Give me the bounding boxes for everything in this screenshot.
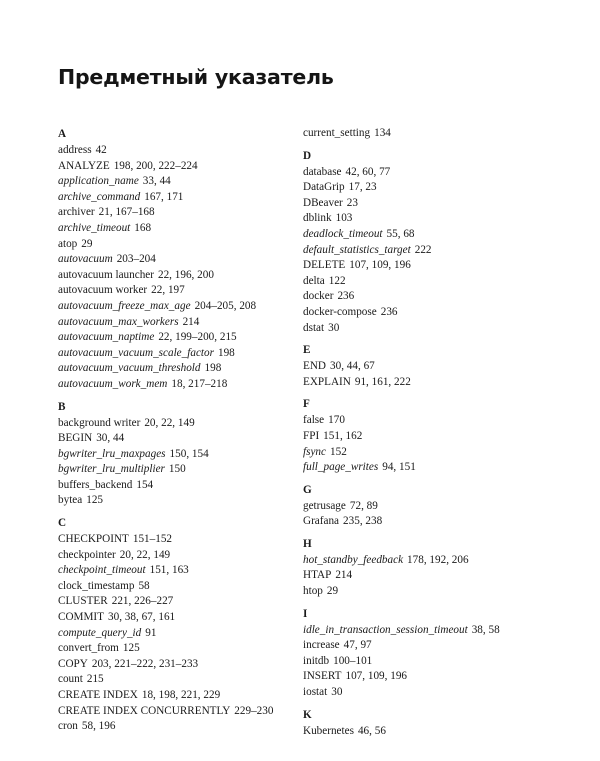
index-entry xyxy=(303,305,553,321)
index-page-refs: 168 xyxy=(134,221,152,234)
index-term: archive_command xyxy=(58,190,141,203)
index-entry xyxy=(58,610,288,626)
index-term: checkpoint_timeout xyxy=(58,564,146,577)
index-term: database xyxy=(303,165,342,178)
index-entry xyxy=(58,704,288,720)
index-entry xyxy=(58,563,288,579)
index-term: hot_standby_feedback xyxy=(303,553,404,566)
index-page-refs: 91 xyxy=(145,626,157,639)
index-term: full_page_writes xyxy=(303,461,379,474)
index-term: autovacuum_max_workers xyxy=(58,315,179,328)
index-letter-heading: H xyxy=(303,537,312,550)
index-letter-group xyxy=(58,399,288,510)
index-entry xyxy=(303,180,553,196)
index-page-refs: 151–152 xyxy=(132,533,173,546)
index-letter-group xyxy=(303,707,553,740)
index-term: HTAP xyxy=(303,569,332,582)
index-page-refs: 42, 60, 77 xyxy=(345,165,391,178)
index-page-refs: 20, 22, 149 xyxy=(119,548,171,561)
index-page-refs: 151, 162 xyxy=(323,429,363,442)
index-term: clock_timestamp xyxy=(58,579,135,592)
index-term: address xyxy=(58,144,92,156)
index-term: checkpointer xyxy=(58,548,116,561)
index-entry xyxy=(303,669,553,685)
index-page-refs: 214 xyxy=(335,569,353,582)
index-page-refs: 203, 221–222, 231–233 xyxy=(91,657,199,670)
index-entry xyxy=(58,330,288,346)
index-entry xyxy=(303,359,553,375)
index-entry xyxy=(303,196,553,212)
index-term: END xyxy=(303,360,326,373)
index-letter-group xyxy=(303,606,553,701)
index-page-refs: 30 xyxy=(328,321,340,334)
index-entry xyxy=(303,321,553,337)
index-term: CHECKPOINT xyxy=(58,533,129,546)
index-page-refs: 198 xyxy=(217,346,235,359)
index-page-refs: 229–230 xyxy=(234,704,274,717)
index-page-refs: 167, 171 xyxy=(144,190,184,203)
index-term: bgwriter_lru_maxpages xyxy=(58,447,166,460)
index-page-refs: 235, 238 xyxy=(343,515,383,528)
index-letter-heading: B xyxy=(58,400,66,413)
index-page-refs: 198 xyxy=(204,362,222,375)
index-entry xyxy=(303,654,553,670)
page-title: Предметный указатель xyxy=(58,65,334,89)
index-term: compute_query_id xyxy=(58,626,142,639)
index-letter-heading: K xyxy=(303,708,312,721)
index-entry xyxy=(303,165,553,181)
index-term: convert_from xyxy=(58,642,119,655)
index-page-refs: 55, 68 xyxy=(386,227,415,240)
index-term: docker-compose xyxy=(303,305,377,318)
index-page-refs: 122 xyxy=(328,274,346,287)
index-term: autovacuum xyxy=(58,253,113,266)
index-term: EXPLAIN xyxy=(303,375,351,388)
index-page-refs: 23 xyxy=(346,196,358,209)
index-page-refs: 38, 58 xyxy=(471,623,500,636)
index-entry xyxy=(58,174,288,190)
index-term: Grafana xyxy=(303,515,340,528)
index-entry xyxy=(58,431,288,447)
index-entry xyxy=(303,289,553,305)
index-entry xyxy=(303,274,553,290)
index-term: application_name xyxy=(58,175,139,188)
index-term: deadlock_timeout xyxy=(303,227,383,240)
index-term: DELETE xyxy=(303,259,346,272)
index-entry xyxy=(303,429,553,445)
index-page-refs: 134 xyxy=(374,127,391,139)
index-term: autovacuum launcher xyxy=(58,268,154,281)
index-entry xyxy=(58,361,288,377)
index-entry xyxy=(303,685,553,701)
index-term: CLUSTER xyxy=(58,595,108,608)
index-entry xyxy=(303,514,553,530)
index-term: count xyxy=(58,673,83,686)
index-term: BEGIN xyxy=(58,432,93,445)
index-term: INSERT xyxy=(303,670,342,683)
index-page-refs: 204–205, 208 xyxy=(194,299,257,312)
index-entry xyxy=(58,641,288,657)
index-entry xyxy=(303,460,553,476)
index-term: docker xyxy=(303,290,334,303)
index-entry xyxy=(303,568,553,584)
index-term: COPY xyxy=(58,657,88,670)
index-page-refs: 46, 56 xyxy=(357,724,386,737)
index-page-refs: 151, 163 xyxy=(149,564,189,577)
index-entry xyxy=(58,657,288,673)
index-entry xyxy=(58,447,288,463)
index-page-refs: 150 xyxy=(168,463,186,476)
index-term: fsync xyxy=(303,445,326,458)
index-entry xyxy=(303,584,553,600)
index-entry xyxy=(58,190,288,206)
index-entry xyxy=(303,243,553,259)
index-entry xyxy=(58,315,288,331)
index-term: atop xyxy=(58,237,78,250)
index-term: autovacuum_work_mem xyxy=(58,377,168,390)
index-page-refs: 58, 196 xyxy=(81,720,116,733)
index-term: background writer xyxy=(58,416,141,429)
index-page-refs: 29 xyxy=(81,237,93,250)
index-term: autovacuum_naptime xyxy=(58,331,155,344)
index-entry xyxy=(58,205,288,221)
index-letter-group xyxy=(303,482,553,530)
index-page-refs: 107, 109, 196 xyxy=(349,259,411,272)
index-page-refs: 30 xyxy=(331,686,343,699)
index-letter-group xyxy=(303,126,553,142)
index-entry xyxy=(303,211,553,227)
index-column-right xyxy=(303,126,553,745)
index-page-refs: 47, 97 xyxy=(343,639,372,652)
index-page-refs: 30, 44, 67 xyxy=(330,360,375,373)
index-page-refs: 18, 198, 221, 229 xyxy=(141,689,221,701)
index-letter-group xyxy=(58,126,288,393)
index-page-refs: 215 xyxy=(86,673,104,686)
index-entry xyxy=(303,375,553,391)
index-entry xyxy=(58,299,288,315)
index-term: false xyxy=(303,414,325,427)
index-letter-heading: C xyxy=(58,517,67,530)
index-page-refs: 236 xyxy=(380,305,398,318)
index-entry xyxy=(303,623,553,639)
index-term: DBeaver xyxy=(303,196,343,209)
index-page-refs: 203–204 xyxy=(116,253,156,266)
index-page-refs: 20, 22, 149 xyxy=(144,416,195,429)
index-term: CREATE INDEX CONCURRENTLY xyxy=(58,704,231,717)
index-entry xyxy=(58,221,288,237)
index-page-refs: 152 xyxy=(330,445,347,458)
index-term: initdb xyxy=(303,654,330,667)
index-term: bgwriter_lru_multiplier xyxy=(58,463,165,476)
index-entry xyxy=(303,499,553,515)
index-entry xyxy=(303,445,553,461)
index-entry xyxy=(58,532,288,548)
index-term: autovacuum_vacuum_threshold xyxy=(58,362,201,375)
index-term: archive_timeout xyxy=(58,221,131,234)
index-term: archiver xyxy=(58,206,95,219)
index-entry xyxy=(58,688,288,704)
index-page-refs: 170 xyxy=(328,414,345,427)
index-page-refs: 103 xyxy=(335,212,353,225)
index-page-refs: 100–101 xyxy=(333,654,373,667)
index-entry xyxy=(58,159,288,175)
index-page-refs: 72, 89 xyxy=(349,499,378,512)
index-letter-group xyxy=(303,148,553,337)
index-term: autovacuum_freeze_max_age xyxy=(58,299,191,312)
index-letter-group xyxy=(303,396,553,475)
index-column-left xyxy=(58,126,288,741)
index-page-refs: 17, 23 xyxy=(348,181,377,194)
index-page-refs: 22, 197 xyxy=(151,284,185,297)
index-page-refs: 222 xyxy=(414,243,432,256)
index-term: dstat xyxy=(303,321,325,334)
index-page-refs: 91, 161, 222 xyxy=(354,375,411,388)
index-term: default_statistics_target xyxy=(303,243,411,256)
index-entry xyxy=(303,724,553,740)
index-term: iostat xyxy=(303,686,328,699)
index-entry xyxy=(58,719,288,735)
index-letter-group xyxy=(303,536,553,600)
index-page-refs: 150, 154 xyxy=(169,447,209,460)
index-page-refs: 221, 226–227 xyxy=(111,595,174,608)
index-entry xyxy=(58,377,288,393)
index-term: htop xyxy=(303,585,323,598)
index-page-refs: 33, 44 xyxy=(142,175,171,188)
index-entry xyxy=(303,553,553,569)
index-letter-heading: F xyxy=(303,398,310,411)
index-term: autovacuum_vacuum_scale_factor xyxy=(58,346,214,359)
index-entry xyxy=(58,462,288,478)
index-page-refs: 236 xyxy=(337,290,355,303)
index-term: Kubernetes xyxy=(303,724,354,737)
index-term: COMMIT xyxy=(58,611,104,624)
index-entry xyxy=(58,268,288,284)
index-entry xyxy=(58,478,288,494)
index-entry xyxy=(303,413,553,429)
index-page-refs: 30, 38, 67, 161 xyxy=(108,611,176,624)
index-page-refs: 94, 151 xyxy=(382,461,416,474)
index-letter-heading: E xyxy=(303,344,311,357)
index-entry xyxy=(58,672,288,688)
index-page-refs: 18, 217–218 xyxy=(171,377,228,390)
index-page-refs: 178, 192, 206 xyxy=(407,553,469,566)
index-entry xyxy=(303,227,553,243)
index-term: CREATE INDEX xyxy=(58,689,138,701)
index-page-refs: 214 xyxy=(182,315,200,328)
index-page-refs: 58 xyxy=(138,579,150,592)
index-entry xyxy=(58,252,288,268)
index-term: ANALYZE xyxy=(58,159,110,172)
index-letter-group xyxy=(58,515,288,735)
index-entry xyxy=(58,346,288,362)
index-entry xyxy=(303,126,553,142)
index-entry xyxy=(58,579,288,595)
index-term: dblink xyxy=(303,212,332,225)
index-page-refs: 42 xyxy=(95,144,107,156)
index-page-refs: 107, 109, 196 xyxy=(345,670,408,683)
index-letter-group xyxy=(303,342,553,390)
index-page-refs: 29 xyxy=(326,585,339,598)
index-term: FPI xyxy=(303,429,320,442)
index-term: current_setting xyxy=(303,127,371,139)
index-entry xyxy=(58,493,288,509)
index-page-refs: 22, 199–200, 215 xyxy=(158,331,237,344)
index-letter-heading: D xyxy=(303,149,312,162)
index-term: buffers_backend xyxy=(58,478,133,491)
index-term: idle_in_transaction_session_timeout xyxy=(303,623,468,636)
index-page-refs: 125 xyxy=(122,642,140,655)
index-page-refs: 125 xyxy=(86,494,104,507)
index-entry xyxy=(58,594,288,610)
index-page-refs: 198, 200, 222–224 xyxy=(113,159,198,172)
index-entry xyxy=(58,548,288,564)
index-entry xyxy=(58,283,288,299)
index-letter-heading: G xyxy=(303,483,312,496)
index-term: cron xyxy=(58,720,78,733)
index-entry xyxy=(58,143,288,159)
index-term: increase xyxy=(303,639,340,652)
index-page-refs: 21, 167–168 xyxy=(98,206,155,219)
index-term: DataGrip xyxy=(303,181,345,194)
index-entry xyxy=(303,638,553,654)
index-letter-heading: I xyxy=(303,607,308,620)
index-page-refs: 154 xyxy=(136,478,154,491)
index-page-refs: 30, 44 xyxy=(96,432,125,445)
index-entry xyxy=(58,237,288,253)
index-entry xyxy=(58,416,288,432)
index-term: bytea xyxy=(58,494,83,507)
index-term: delta xyxy=(303,274,325,287)
index-term: getrusage xyxy=(303,499,346,512)
index-entry xyxy=(58,626,288,642)
index-entry xyxy=(303,258,553,274)
index-page-refs: 22, 196, 200 xyxy=(157,268,214,281)
index-term: autovacuum worker xyxy=(58,284,148,297)
index-letter-heading: A xyxy=(58,128,67,140)
